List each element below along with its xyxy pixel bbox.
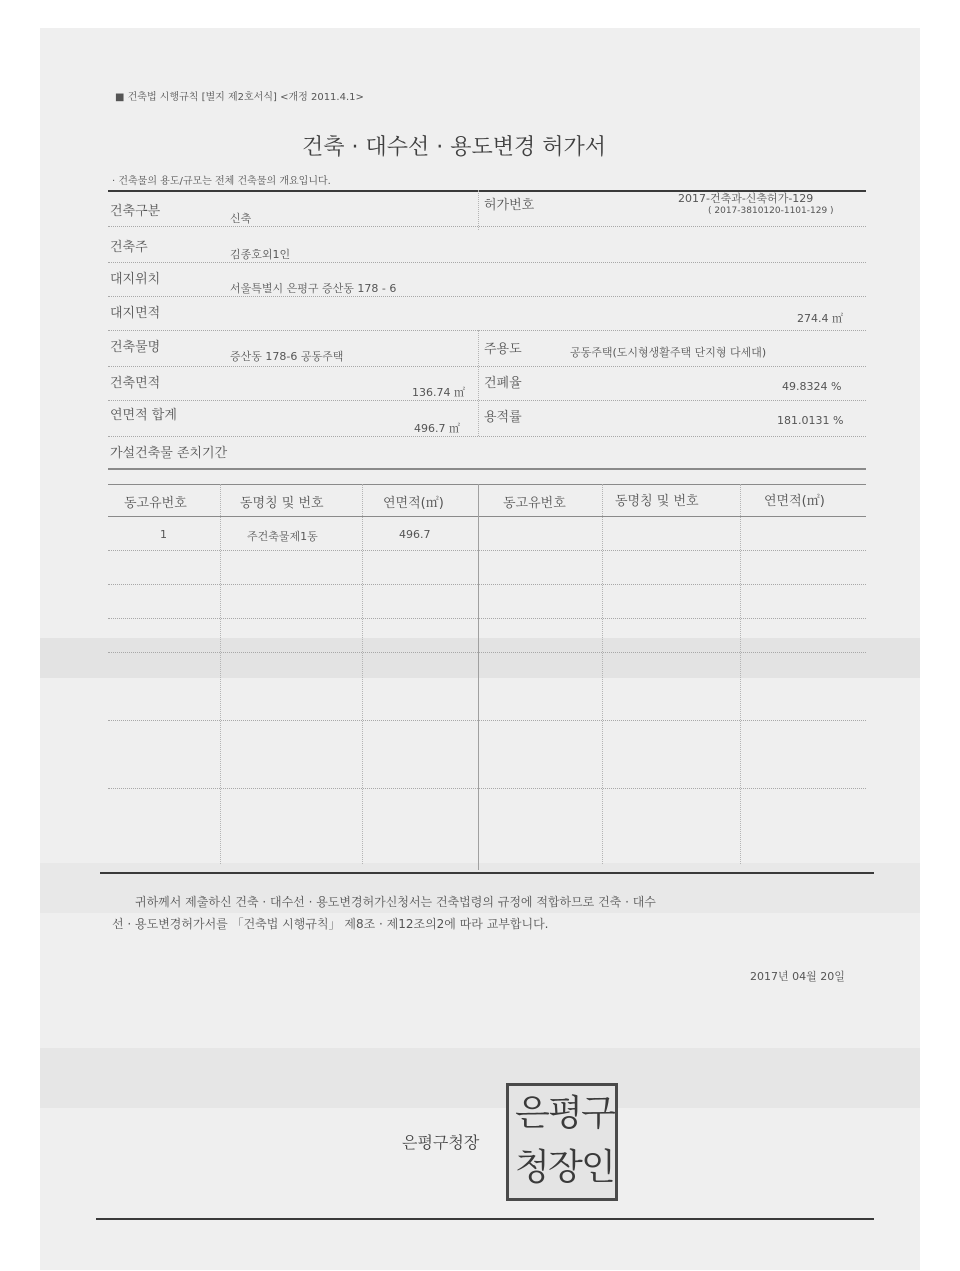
- table-cell: 1: [160, 528, 167, 541]
- footer-border: [96, 1218, 874, 1220]
- table-header-cell: 동고유번호: [503, 496, 566, 511]
- seal-char: 인: [581, 1147, 616, 1188]
- row-divider: [108, 296, 866, 297]
- site-location-label: 대지위치: [110, 272, 161, 287]
- official-seal: [506, 1083, 618, 1201]
- building-name-value: 증산동 178-6 공동주택: [230, 350, 344, 363]
- table-cell: 주건축물제1동: [247, 530, 318, 543]
- notice-line-2: 선 · 용도변경허가서를 「건축법 시행규칙」 제8조 · 제12조의2에 따라 교부합니다.: [112, 917, 549, 931]
- column-divider: [220, 484, 221, 864]
- table-cell: 496.7: [399, 528, 431, 541]
- site-area-label: 대지면적: [110, 306, 161, 321]
- far-label: 용적률: [484, 410, 522, 425]
- total-floor-area-value: 496.7 ㎡: [414, 422, 460, 435]
- scan-artifact-band: [40, 638, 920, 678]
- building-area-label: 건축면적: [110, 376, 161, 391]
- coverage-value: 49.8324 %: [782, 380, 842, 393]
- form-reference: ■ 건축법 시행규칙 [별지 제2호서식] <개정 2011.4.1>: [115, 92, 364, 103]
- notice-line-1: 귀하께서 제출하신 건축 · 대수선 · 용도변경허가신청서는 건축법령의 규정에 적합하므로 건축 · 대수: [135, 895, 656, 909]
- column-divider: [602, 484, 603, 864]
- permit-number-sub: ( 2017-3810120-1101-129 ): [708, 206, 834, 216]
- column-divider: [740, 484, 741, 864]
- category-value: 신축: [230, 212, 252, 225]
- row-divider: [108, 262, 866, 263]
- row-divider: [108, 330, 866, 331]
- table-bottom-border: [100, 872, 874, 874]
- column-divider: [478, 190, 479, 230]
- coverage-label: 건폐율: [484, 376, 522, 391]
- row-divider: [108, 652, 866, 653]
- row-divider: [108, 550, 866, 551]
- issuer-name: 은평구청장: [402, 1133, 480, 1152]
- building-area-value: 136.74 ㎡: [412, 386, 465, 399]
- far-value: 181.0131 %: [777, 414, 844, 427]
- row-divider: [108, 226, 866, 227]
- issue-date: 2017년 04월 20일: [750, 970, 845, 983]
- table-header-cell: 연면적(㎡): [383, 496, 444, 511]
- column-divider: [478, 330, 479, 436]
- seal-char: 장: [548, 1147, 583, 1188]
- seal-char: 구: [581, 1093, 616, 1134]
- row-divider: [108, 400, 866, 401]
- seal-char: 은: [515, 1093, 550, 1134]
- permit-number-label: 허가번호: [484, 198, 535, 213]
- table-header-cell: 동명칭 및 번호: [240, 496, 324, 511]
- building-name-label: 건축물명: [110, 340, 161, 355]
- category-label: 건축구분: [110, 204, 161, 219]
- site-location-value: 서울특별시 은평구 증산동 178 - 6: [230, 282, 397, 295]
- row-divider: [108, 618, 866, 619]
- seal-char: 청: [515, 1147, 550, 1188]
- table-header-divider: [108, 516, 866, 517]
- document-title: 건축 · 대수선 · 용도변경 허가서: [302, 135, 606, 160]
- owner-label: 건축주: [110, 240, 148, 255]
- table-header-cell: 동고유번호: [124, 496, 187, 511]
- table-header-cell: 동명칭 및 번호: [615, 494, 699, 509]
- table-header-cell: 연면적(㎡): [764, 494, 825, 509]
- row-divider: [108, 584, 866, 585]
- column-divider: [478, 484, 479, 870]
- permit-number-value: 2017-건축과-신축허가-129: [678, 192, 814, 205]
- row-divider: [108, 366, 866, 367]
- row-divider: [108, 788, 866, 789]
- overview-note: · 건축물의 용도/규모는 전체 건축물의 개요입니다.: [112, 176, 331, 187]
- main-use-label: 주용도: [484, 342, 522, 357]
- seal-char: 평: [548, 1093, 583, 1134]
- total-floor-area-label: 연면적 합계: [110, 408, 177, 423]
- table-top-border: [108, 484, 866, 485]
- column-divider: [362, 484, 363, 864]
- temporary-period-label: 가설건축물 존치기간: [110, 446, 228, 461]
- overview-bottom-border: [108, 468, 866, 470]
- row-divider: [108, 436, 866, 437]
- scan-artifact-band: [40, 1048, 920, 1108]
- site-area-value: 274.4 ㎡: [797, 312, 843, 325]
- owner-value: 김종호외1인: [230, 248, 291, 261]
- row-divider: [108, 720, 866, 721]
- main-use-value: 공동주택(도시형생활주택 단지형 다세대): [570, 346, 767, 359]
